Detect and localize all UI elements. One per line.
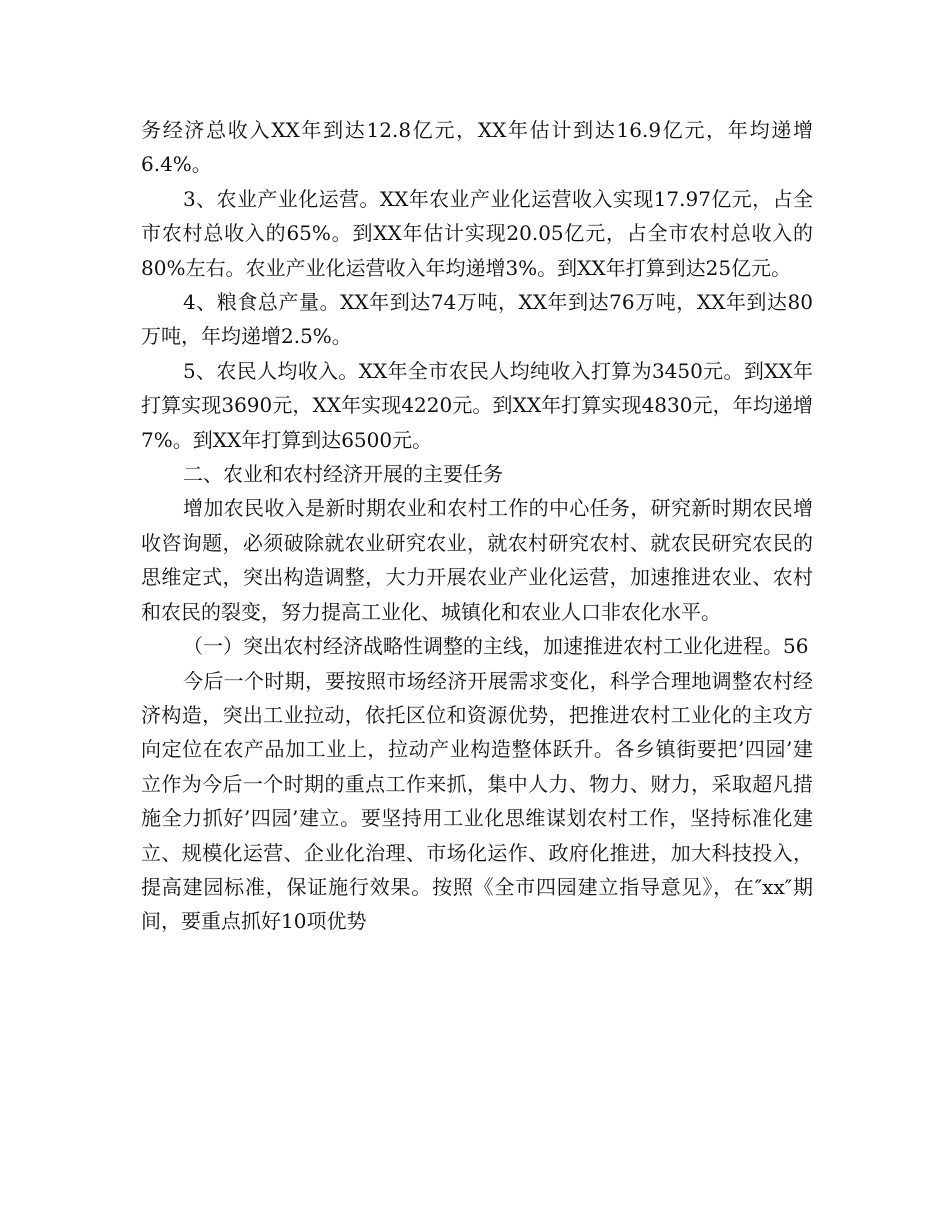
section-heading: 二、农业和农村经济开展的主要任务 [183, 462, 503, 487]
paragraph-3: 4、粮食总产量。XX年到达74万吨，XX年到达76万吨，XX年到达80万吨，年均递增2.5%。 [141, 290, 813, 349]
paragraph-4: 5、农民人均收入。XX年全市农民人均纯收入打算为3450元。到XX年打算实现3690元，XX年实现4220元。到XX年打算实现4830元，年均递增7%。到XX年打算到达6500元。 [141, 358, 813, 452]
subsection-heading: （一）突出农村经济战略性调整的主线，加速推进农村工业化进程。56 [183, 634, 809, 659]
document-body [141, 113, 813, 939]
paragraph-2: 3、农业产业化运营。XX年农业产业化运营收入实现17.97亿元，占全市农村总收入的65%。到XX年估计实现20.05亿元，占全市农村总收入的80%左右。农业产业化运营收入年均递增3%。到XX年打算到达25亿元。 [141, 186, 813, 280]
paragraph-8: 今后一个时期，要按照市场经济开展需求变化，科学合理地调整农村经济构造，突出工业拉动，依托区位和资源优势，把推进农村工业化的主攻方向定位在农产品加工业上，拉动产业构造整体跃升。各乡镇街要把’四园’建立作为今后一个时期的重点工作来抓，集中人力、物力、财力，采取超凡措施全力抓好’四园’建立。要坚持用工业化思维谋划农村工作，坚持标准化建立、规模化运营、企业化治理、市场化运作、政府化推进，加大科技投入，提高建园标准，保证施行效果。按照《全市四园建立指导意见》，在″xx″期间，要重点抓好10项优势 [141, 668, 813, 934]
paragraph-1: 务经济总收入XX年到达12.8亿元，XX年估计到达16.9亿元，年均递增6.4%。 [141, 118, 813, 177]
paragraph-6: 增加农民收入是新时期农业和农村工作的中心任务，研究新时期农民增收咨询题，必须破除就农业研究农业，就农村研究农村、就农民研究农民的思维定式，突出构造调整，大力开展农业产业化运营，加速推进农业、农村和农民的裂变，努力提高工业化、城镇化和农业人口非农化水平。 [141, 496, 813, 624]
